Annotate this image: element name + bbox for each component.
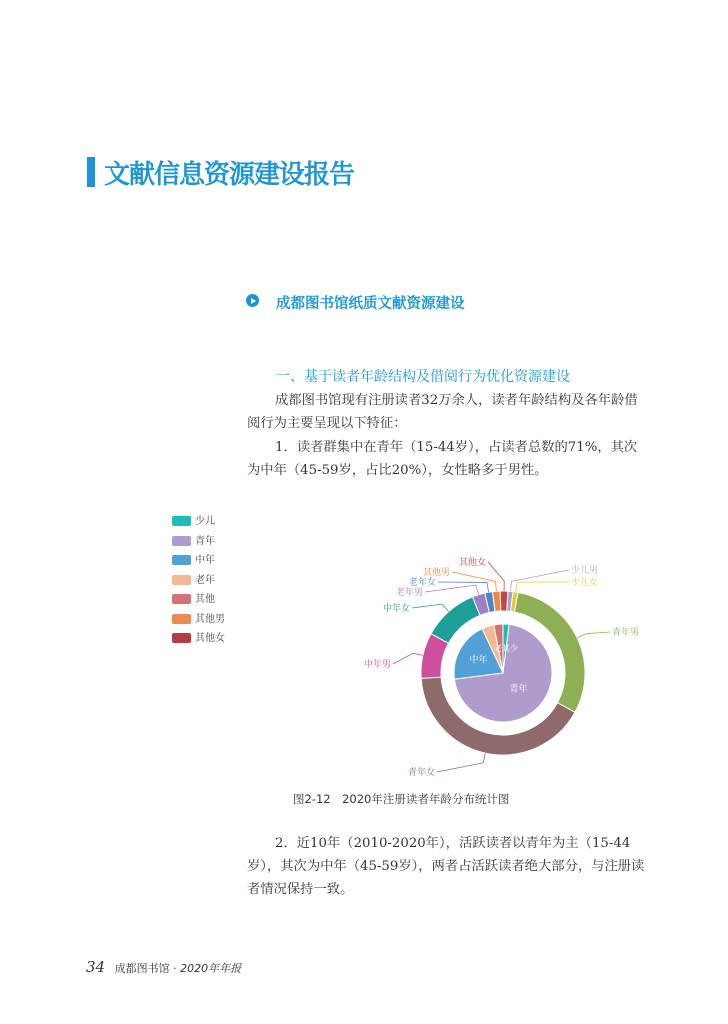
leader-line	[577, 632, 610, 638]
inner-overlap-labels: 老其少	[494, 644, 519, 654]
outer-slice-label: 中年女	[382, 604, 410, 614]
legend-swatch	[172, 536, 191, 546]
leader-line	[510, 570, 569, 591]
outer-slice-label: 其他男	[422, 568, 450, 578]
leader-line	[437, 753, 485, 772]
outer-slice-label: 青年男	[612, 628, 640, 638]
legend-label: 其他女	[195, 633, 225, 644]
legend-label: 青年	[195, 535, 215, 547]
legend-label: 老年	[195, 574, 215, 586]
outer-slice-label: 老年女	[408, 578, 436, 588]
legend-label: 少儿	[195, 516, 215, 527]
outer-slice-label: 老年男	[395, 588, 423, 598]
paragraph-point-2: 2．近10年（2010-2020年），活跃读者以青年为主（15-44岁），其次为中年（45-59岁），两者占活跃读者绝大部分，与注册读者情况保持一致。	[247, 836, 645, 897]
legend-item	[172, 571, 225, 591]
play-bullet-icon	[246, 294, 259, 307]
legend-label: 其他	[195, 594, 215, 605]
chart-legend	[172, 512, 225, 649]
leader-line	[393, 653, 423, 664]
title-accent-bar	[87, 157, 95, 187]
leader-line	[452, 572, 496, 591]
legend-swatch	[172, 575, 191, 585]
legend-item	[172, 629, 225, 649]
legend-swatch	[172, 633, 191, 643]
legend-item	[172, 551, 225, 571]
outer-slice-label: 青年女	[407, 768, 435, 778]
legend-swatch	[172, 516, 191, 526]
outer-slice-label: 其他女	[458, 558, 486, 568]
section-heading: 一、基于读者年龄结构及借阅行为优化资源建设	[276, 369, 570, 385]
legend-item	[172, 512, 225, 532]
footer-year-report: 2020年年报	[180, 962, 242, 975]
outer-slice-label: 少儿男	[571, 566, 599, 576]
section-subtitle: 成都图书馆纸质文献资源建设	[276, 296, 465, 312]
legend-swatch	[172, 614, 191, 624]
legend-swatch	[172, 594, 191, 604]
outer-slice-label: 少儿女	[571, 578, 599, 588]
outer-slice	[500, 591, 508, 611]
legend-label: 中年	[195, 555, 215, 566]
paragraph-intro: 成都图书馆现有注册读者32万余人，读者年龄结构及各年龄借阅行为主要呈现以下特征：	[247, 393, 638, 431]
footer-separator: ·	[173, 962, 177, 975]
figure-caption: 图2-12 2020年注册读者年龄分布统计图	[293, 792, 510, 806]
legend-item	[172, 590, 225, 610]
legend-swatch	[172, 555, 191, 565]
page-title: 文献信息资源建设报告	[104, 160, 355, 190]
age-distribution-chart	[340, 545, 690, 795]
legend-item	[172, 532, 225, 552]
leader-line	[516, 582, 569, 592]
page-footer	[86, 958, 241, 976]
inner-slice-label: 中年	[469, 655, 488, 666]
legend-item	[172, 610, 225, 630]
page-number: 34	[86, 958, 106, 976]
legend-label: 其他男	[195, 613, 225, 625]
outer-slice-label: 中年男	[363, 660, 391, 670]
footer-org: 成都图书馆	[114, 962, 170, 975]
inner-slice-label: 青年	[509, 684, 528, 695]
paragraph-point-1: 1．读者群集中在青年（15-44岁），占读者总数的71%，其次为中年（45-59岁，占比20%），女性略多于男性。	[247, 440, 638, 478]
leader-line	[412, 604, 449, 611]
